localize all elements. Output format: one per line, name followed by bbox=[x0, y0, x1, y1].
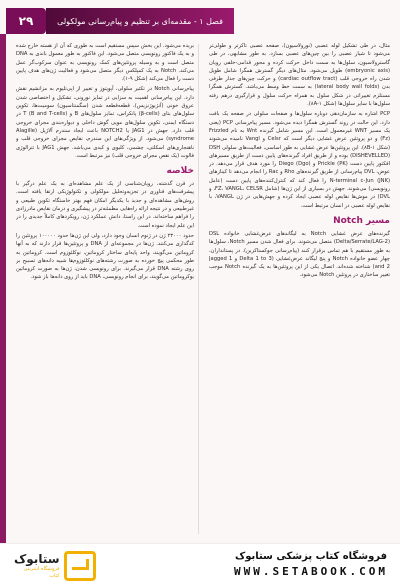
footer-store-info bbox=[234, 550, 388, 580]
paragraph: پیام‌رسانی Notch در تکثیر سلولی، آپوپتوز و تغییر از اپی‌تلیوم به مزانشیم نقش دارد. این پیام‌رسانی اهمیت به سزایی در تمایز نورونی، تشکیل و اختصاصی شدن عروق خونی (آنژیوژنزیس)، قطعه‌قطعه شدن (سگمنتاسیون) سومیت‌ها، تکوین سلول‌های بتای (β-cells) پانکراس، تمایز سلول‌های B و T (B and T-cells) در دستگاه ایمنی، تکوین سلول‌های مویی گوش داخلی و دیواره‌بندی مجرای خروجی قلب دارد. جهش در JAG1 یا NOTCH2 باعث ایجاد سندرم آلاژیل (Alagille syndrome) می‌شود. از ویژگی‌های این سندرم، نقایص مجرای خروجی قلب و ناهنجاری‌های اسکلتی، چشمی، کلیوی و کبدی می‌باشد. جهش JAG1 با تترالوژی فالوت (یک نقص مجرای خروجی قلب) نیز مرتبط است. bbox=[16, 86, 194, 159]
footer-banner bbox=[0, 543, 400, 588]
page-header bbox=[6, 8, 394, 34]
logo-text bbox=[14, 552, 60, 580]
side-accent-stripe bbox=[0, 34, 6, 554]
header-spacer bbox=[236, 8, 394, 34]
paragraph: حدود ۲۳۰۰۰ ژن در ژنوم انسان وجود دارد، ولی این ژن‌ها حدود ۱۰۰۰۰۰ پروتئین را کدگذاری می‌کنند. ژن‌ها در مجموعه‌ای از DNA و پروتئین‌ها قرار دارند که به آنها کروماتین می‌گویند، واحد پایه‌ای ساختار کروماتین، نوکلئوزوم است. کروماتین به طور محکمی پیچ خورده به صورت رشته‌های نوکلئوزوم‌ها شبیه دانه‌های تسبیح بر روی رشته DNA قرار می‌گیرند. برای رونویسی شدن، ژن‌ها به صورت کروماتین یوکروماتین می‌گویند، برای انجام رونویسی، DNA باید از روی دانه‌ها باز شود. bbox=[16, 232, 194, 281]
paragraph: PCP اشاره به سازمان‌دهی دوباره سلول‌ها و صفحات سلولی در صفحه یک بافت دارد. این حالت در روند گسترش همگرا دیده می‌شود. مسیر پیام‌رسانی PCP (یعنی یک مسیر WNT غیرمعمول است. این مسیر شامل گیرنده Wnt به نام Frizzled (Fz) و دو پروتئین عرض غشایی دیگر است که Celsr و Vangl نامیده می‌شوند (شکل ۸B-۱). این پروتئین‌ها عرض غشایی به طور اساسی، فعالیت‌های سلولی DSH (DISHEVELLED) بوده و از طریق افراد گیرنده‌های پایین دست از طریق مسیرهای افکتور پایین دست Prickle (PK) و Diego (Dgo) را مورد هدف قرار می‌دهد. در عوض، DVL پیام‌رسانی از طریق گیرنده‌های Rho و Rac را انجام می‌دهد تا کینازهای N-terminal c-Jun (JNK) را فعال کند که کنترل‌کننده‌های پایین دست (عامل رونویسی) می‌شوند. جهش در بسیاری از این ژن‌ها (شامل FZ، VANGL، CELSR، و DVL) در موش‌ها نقایص لوله عصبی ایجاد کرده و جهش‌هایی در ژن VANGL، با نقایص لوله عصبی در انسان مرتبط است. bbox=[209, 111, 390, 209]
column-divider bbox=[198, 44, 199, 534]
logo-tagline: فروشگاه اینترنتی کتاب bbox=[23, 566, 60, 579]
paragraph: در قرن گذشته، رویان‌شناسی از یک علم مشاهده‌ای به یک علم درگیر با پیشرفت‌های فناوری در تجزیه‌وتحلیل مولکولی و تکنولوژیکی ارتقا یافته است. روش‌های مشاهده‌ای و جدید با یکدیگر امکان فهم بهتر خاستگاه تکوین طبیعی و غیرطبیعی و در نتیجه ارائه راه‌هایی مطمئنه‌تر در پیشگیری و درمان نقایص مادرزادی را فراهم ساخته‌اند. در این راستا، دانش عملکرد ژن، رویکردهای کاملاً جدیدی را در این علم ایجاد نموده است. bbox=[16, 181, 194, 229]
setabook-logo[interactable] bbox=[14, 550, 96, 582]
paragraph: گیرنده‌های عرض غشایی Notch به لیگاندهای عرض‌غشایی خانواده DSL (Delta/Serrate/LAG-2) متصل می‌شوند. برای فعال شدن مسیر Notch، سلول‌ها به طور مستقیم با هم تماس برقرار کنند (پیام‌رسانی جوکستاکرین). در پستانداران، چهار عضو خانواده Notch و پنج لیگاند عرض‌غشایی (Delta 1 to 3 و Jagged 1 and 2) شناخته شده‌اند. اتصال یکی از این پروتئین‌ها به یک گیرنده Notch موجب تغییر ساختاری در پروتئین Notch می‌شود. bbox=[209, 230, 390, 279]
paragraph: بریده می‌شود. این بخش سپس مستقیم است به طوری که آن از هسته خارج شده و به یک فاکتور رونویسی متصل می‌شود. این فاکتور به طور معمول باندی به DNA متصل است و به وسیله پروتئین‌های کمک رونویسی به عنوان سرکوب‌گر عمل می‌کند. Notch به یک کمپلکس دیگر متصل می‌شود و فعالیت ژن‌های هدف پایین دست را فعال می‌کند (شکل ۹-۱). bbox=[16, 43, 194, 83]
logo-name: ستابوک bbox=[14, 552, 60, 566]
section-title-summary: خلاصه bbox=[166, 166, 194, 177]
right-column bbox=[209, 42, 390, 542]
left-column bbox=[16, 42, 194, 542]
section-title-notch: مسیر Notch bbox=[333, 215, 390, 226]
page-number: ۲۹ bbox=[6, 8, 46, 34]
book-logo-icon bbox=[64, 551, 96, 581]
paragraph: مثال، در طی تشکیل لوله عصبی (نورولاسیون)، صفحه عصبی تاکرتر و طولی‌تر می‌شود تا شیار عصبی را بین چین‌های عصبی بسازد. به طور مشابهی، در طی گاسترولاسیون، سلول‌ها به سمت داخل حرکت کرده و محور قدامی-خلفی رویان (embryonic axis) طویل می‌شود. مثال‌های دیگر گسترش همگرا شامل طویل شدن راه خروجی قلب (cardiac outflow tract) و حرکت چین‌های جدار طرفی بدن (lateral body wall folds) به سمت خط وسط می‌باشد. گسترش همگرا مستلزم تغییراتی در شکل سلول به همراه حرکت سلول و قرارگیری درهم رفته سلول‌ها با سایر سلول‌ها (شکل ۸A-۱). bbox=[209, 43, 390, 108]
chapter-title: فصل ۱ - مقدمه‌ای بر تنظیم و پیام‌رسانی مولکولی bbox=[46, 8, 234, 34]
store-title: فروشگاه کتاب پزشکی ستابوک bbox=[234, 551, 388, 562]
store-url-link[interactable]: WWW.SETABOOK.COM bbox=[234, 565, 388, 578]
